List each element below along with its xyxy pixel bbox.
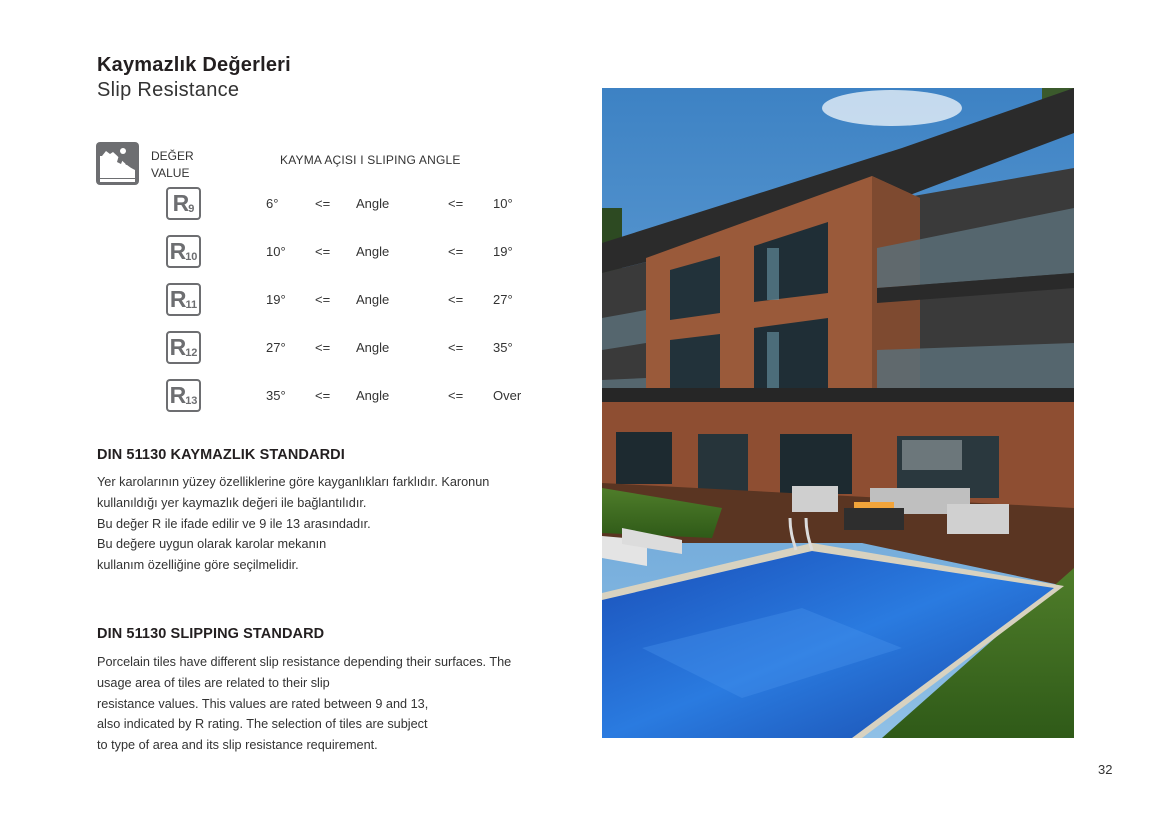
- angle-max: Over: [493, 388, 522, 403]
- page-number: 32: [1098, 762, 1113, 777]
- angle-max: 10°: [493, 196, 513, 211]
- paragraph-line: usage area of tiles are related to their slip: [97, 675, 330, 690]
- operator: <=: [315, 388, 331, 403]
- paragraph-en: [97, 652, 567, 756]
- operator: <=: [315, 244, 331, 259]
- r12-badge: [166, 331, 201, 364]
- page-title: Kaymazlık Değerleri: [97, 54, 291, 76]
- r-letter: R: [169, 334, 187, 360]
- r-number: 11: [185, 298, 198, 311]
- angle-word: Angle: [356, 292, 390, 307]
- angle-max: 35°: [493, 340, 513, 355]
- house-pool-photo: [602, 88, 1074, 738]
- angle-max: 27°: [493, 292, 513, 307]
- paragraph-tr: [97, 472, 567, 576]
- page-subtitle: Slip Resistance: [97, 79, 240, 101]
- r9-badge: [166, 187, 201, 220]
- r-letter: R: [169, 286, 187, 312]
- angle-max: 19°: [493, 244, 513, 259]
- r13-badge: [166, 379, 201, 412]
- angle-word: Angle: [356, 340, 390, 355]
- paragraph-line: also indicated by R rating. The selection of tiles are subject: [97, 717, 428, 732]
- section-heading-en: DIN 51130 SLIPPING STANDARD: [97, 626, 325, 642]
- operator: <=: [315, 292, 331, 307]
- paragraph-line: Porcelain tiles have different slip resistance depending their surfaces. The: [97, 655, 512, 669]
- paragraph-line: Yer karolarının yüzey özelliklerine göre kayganlıkları farklıdır. Karonun: [97, 475, 490, 489]
- angle-word: Angle: [356, 244, 390, 259]
- r-number: 9: [188, 202, 195, 215]
- r-letter: R: [169, 238, 187, 264]
- operator: <=: [448, 244, 464, 259]
- r-letter: R: [169, 382, 187, 408]
- paragraph-line: Bu değere uygun olarak karolar mekanın: [97, 537, 327, 552]
- paragraph-line: Bu değer R ile ifade edilir ve 9 ile 13 arasındadır.: [97, 516, 371, 531]
- angle-min: 27°: [266, 340, 286, 355]
- operator: <=: [315, 196, 331, 211]
- angle-word: Angle: [356, 388, 390, 403]
- r-number: 12: [185, 346, 198, 359]
- angle-min: 6°: [266, 196, 279, 211]
- paragraph-line: kullanım özelliğine göre seçilmelidir.: [97, 558, 299, 573]
- slope-person-icon: [96, 142, 139, 185]
- operator: <=: [448, 196, 464, 211]
- operator: <=: [448, 340, 464, 355]
- value-label-tr: DEĞER: [151, 149, 194, 163]
- r10-badge: [166, 235, 201, 268]
- angle-heading: KAYMA AÇISI I SLIPING ANGLE: [280, 153, 461, 167]
- paragraph-line: kullanıldığı yer kaymazlık değeri ile bağlantılıdır.: [97, 495, 367, 510]
- operator: <=: [448, 292, 464, 307]
- value-label-en: VALUE: [151, 166, 190, 180]
- operator: <=: [315, 340, 331, 355]
- r-number: 10: [185, 250, 198, 263]
- r11-badge: [166, 283, 201, 316]
- section-heading-tr: DIN 51130 KAYMAZLIK STANDARDI: [97, 447, 345, 463]
- paragraph-line: resistance values. This values are rated between 9 and 13,: [97, 696, 429, 711]
- angle-min: 35°: [266, 388, 286, 403]
- angle-word: Angle: [356, 196, 390, 211]
- angle-min: 10°: [266, 244, 286, 259]
- operator: <=: [448, 388, 464, 403]
- r-number: 13: [185, 394, 198, 407]
- angle-min: 19°: [266, 292, 286, 307]
- r-letter: R: [172, 190, 190, 216]
- paragraph-line: to type of area and its slip resistance requirement.: [97, 738, 378, 753]
- value-label: [151, 148, 194, 182]
